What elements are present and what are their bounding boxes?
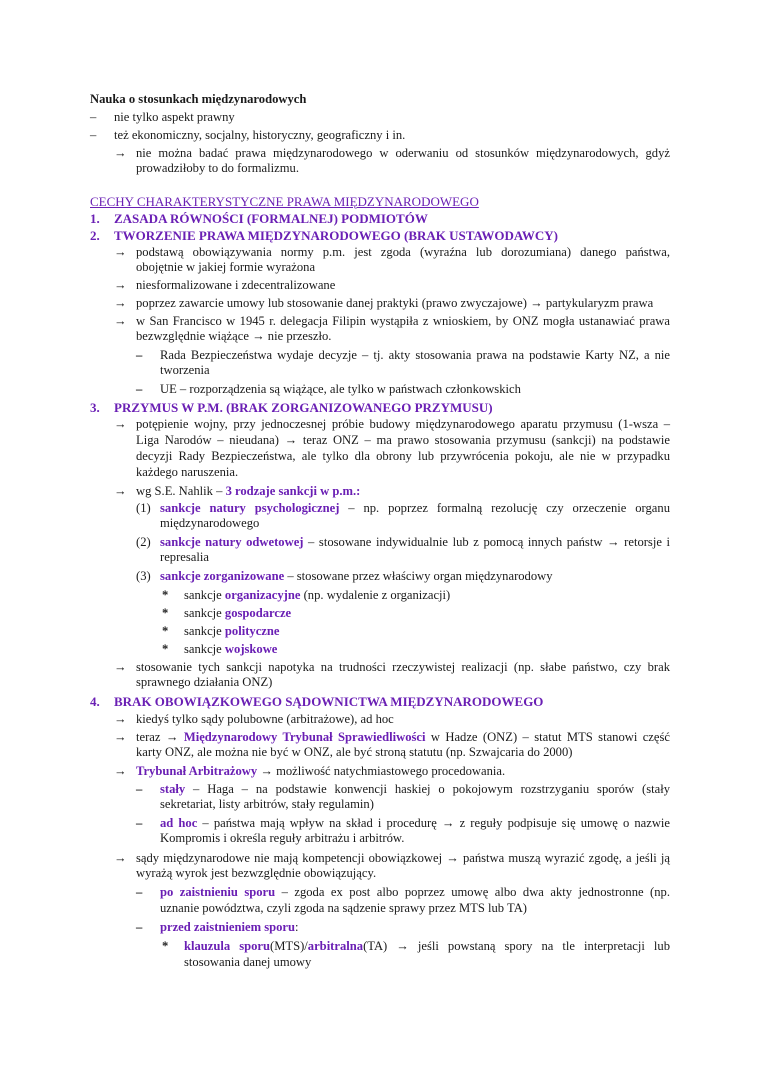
heading-4: BRAK OBOWIĄZKOWEGO SĄDOWNICTWA MIĘDZYNARODOWEGO — [114, 694, 544, 709]
s4-item-3 — [136, 764, 505, 779]
s2-sub-1-cont: tworzenia — [160, 363, 210, 377]
heading-3: PRZYMUS W P.M. (BRAK ZORGANIZOWANEGO PRZYMUSU) — [114, 400, 493, 415]
arrow-marker: → — [114, 730, 127, 744]
intro-item-3: nie można badać prawa międzynarodowego w oderwaniu od stosunków międzynarodowych, gdyż — [136, 146, 670, 160]
arrow-marker: → — [114, 417, 127, 431]
arrow-marker: → — [114, 660, 127, 674]
bold-dash-marker: – — [136, 920, 143, 934]
bold-dash-marker: – — [136, 816, 143, 830]
s3-item-2-text: wg S.E. Nahlik – — [136, 484, 226, 498]
s4-sub-2 — [160, 816, 670, 831]
s4-star-1-bold-1: klauzula sporu — [184, 939, 271, 953]
s4-sub-2-cont: Kompromis i określa reguły arbitrażu i arbitrów. — [160, 831, 405, 845]
s2-item-1: podstawą obowiązywania normy p.m. jest zgoda (wyraźna lub dorozumiana) danego państwa, — [136, 245, 670, 259]
sanction-type-prefix: sankcje — [184, 588, 225, 602]
s4-sub-2-rest: – państwa mają wpływ na skład i procedurę → z reguły podpisuje się umowę o nazwie — [197, 816, 671, 830]
sanction-3-name: sankcje zorganizowane — [160, 569, 285, 583]
s3-item-1-cont-3: każdego naruszenia. — [136, 465, 239, 479]
s4-item-2 — [136, 730, 670, 745]
arrow-marker: → — [114, 712, 127, 726]
intro-item-1: nie tylko aspekt prawny — [114, 110, 235, 124]
s4-item-2-text: teraz → — [136, 730, 184, 744]
dash-marker: – — [90, 128, 97, 142]
intro-item-2: też ekonomiczny, socjalny, historyczny, geograficzny i in. — [114, 128, 406, 142]
s4-star-1-cont: stosowania danej umowy — [184, 955, 312, 969]
number-marker: (3) — [136, 569, 151, 583]
s3-item-2-bold: 3 rodzaje sankcji w p.m.: — [225, 484, 361, 498]
s3-item-1-cont-1: Liga Narodów – nieudana) → teraz ONZ – ma prawo stosowania przymusu (sankcji) na podstawie — [136, 433, 670, 447]
s2-item-3: poprzez zawarcie umowy lub stosowanie danej praktyki (prawo zwyczajowe) → partykularyzm prawa — [136, 296, 654, 310]
star-marker: * — [162, 939, 169, 953]
sanction-type-prefix: sankcje — [184, 642, 225, 656]
star-marker: * — [162, 642, 169, 656]
s3-item-3: stosowanie tych sankcji napotyka na trudności rzeczywistej realizacji (np. słabe państwo, czy brak — [136, 660, 670, 674]
s2-sub-2: UE – rozporządzenia są wiążące, ale tylko w państwach członkowskich — [160, 382, 521, 396]
star-marker: * — [162, 606, 169, 620]
s4-sub-1-rest: – Haga – na podstawie konwencji haskiej o pokojowym rozstrzyganiu sporów (stały — [185, 782, 670, 796]
sanction-type-1 — [184, 588, 450, 603]
arrow-marker: → — [114, 278, 127, 292]
s4-item-3-bold: Trybunał Arbitrażowy — [136, 764, 258, 778]
number-marker: (2) — [136, 535, 151, 549]
s4-sub-1 — [160, 782, 670, 797]
sanction-type-3-name: polityczne — [224, 624, 280, 638]
dash-marker: – — [90, 110, 97, 124]
arrow-marker: → — [114, 764, 127, 778]
section-heading-cechy: CECHY CHARAKTERYSTYCZNE PRAWA MIĘDZYNARODOWEGO — [90, 194, 479, 209]
s4-star-1 — [184, 939, 670, 954]
s4-item-4-cont: wyrażą wyrok jest bezwzględnie obowiązujący. — [136, 866, 377, 880]
s4-sub-4-colon: : — [295, 920, 299, 934]
s4-sub-4-bold: przed zaistnieniem sporu — [160, 920, 296, 934]
s4-star-1-bold-2: arbitralna — [307, 939, 364, 953]
s4-sub-1-bold: stały — [160, 782, 186, 796]
s3-item-2 — [136, 484, 360, 499]
s4-sub-4 — [160, 920, 299, 935]
arrow-marker: → — [114, 314, 127, 328]
s4-item-2-cont: karty ONZ, ale można nie być w ONZ, ale być stroną statutu (np. Szwajcaria do 2000) — [136, 745, 573, 759]
star-marker: * — [162, 624, 169, 638]
heading-2-number: 2. — [90, 228, 100, 243]
s2-item-2: niesformalizowane i zdecentralizowane — [136, 278, 336, 292]
arrow-marker: → — [114, 245, 127, 259]
s4-sub-2-bold: ad hoc — [160, 816, 198, 830]
sanction-type-1-name: organizacyjne — [224, 588, 301, 602]
sanction-type-4-name: wojskowe — [224, 642, 278, 656]
s4-item-2-bold: Międzynarodowy Trybunał Sprawiedliwości — [183, 730, 426, 744]
s3-item-1: potępienie wojny, przy jednoczesnej próbie budowy międzynarodowego aparatu przymusu (1-wsza – — [136, 417, 670, 431]
s3-item-3-cont: sprawnego działania ONZ) — [136, 675, 273, 689]
sanction-type-4 — [184, 642, 277, 657]
sanction-2-cont: represalia — [160, 550, 209, 564]
document-title: Nauka o stosunkach międzynarodowych — [90, 92, 307, 106]
s4-sub-3-cont: uznanie powództwa, czyli zgoda na sądzenie sprawy przez MTS lub TA) — [160, 901, 527, 915]
heading-1: ZASADA RÓWNOŚCI (FORMALNEJ) PODMIOTÓW — [114, 211, 428, 226]
number-marker: (1) — [136, 501, 151, 515]
sanction-type-2-name: gospodarcze — [224, 606, 292, 620]
sanction-2-desc: – stosowane indywidualnie lub z pomocą innych państw → retorsje i — [303, 535, 670, 549]
sanction-2-name: sankcje natury odwetowej — [160, 535, 304, 549]
arrow-marker: → — [114, 851, 127, 865]
sanction-1-name: sankcje natury psychologicznej — [160, 501, 340, 515]
sanction-1-desc: – np. poprzez formalną rezolucję czy orzeczenie organu — [339, 501, 670, 515]
heading-1-number: 1. — [90, 211, 100, 226]
s4-sub-3-rest: – zgoda ex post albo poprzez umowę albo dwa akty jednostronne (np. — [275, 885, 670, 899]
s4-sub-3 — [160, 885, 670, 900]
s4-sub-3-bold: po zaistnieniu sporu — [160, 885, 276, 899]
s2-sub-1: Rada Bezpieczeństwa wydaje decyzje – tj. akty stosowania prawa na podstawie Karty NZ, a nie — [160, 348, 670, 362]
arrow-marker: → — [114, 146, 127, 160]
heading-2: TWORZENIE PRAWA MIĘDZYNARODOWEGO (BRAK USTAWODAWCY) — [114, 228, 558, 243]
bold-dash-marker: – — [136, 382, 143, 396]
bold-dash-marker: – — [136, 782, 143, 796]
sanction-1 — [160, 501, 670, 516]
s2-item-1-cont: obojętnie w jakiej formie wyrażona — [136, 260, 316, 274]
s2-item-4-cont: bezwzględnie wiążące → nie przeszło. — [136, 329, 332, 343]
sanction-3 — [160, 569, 553, 584]
sanction-type-prefix: sankcje — [184, 624, 225, 638]
star-marker: * — [162, 588, 169, 602]
s4-item-4: sądy międzynarodowe nie mają kompetencji obowiązkowej → państwa muszą wyrazić zgodę, a jeśli ją — [136, 851, 670, 865]
sanction-2 — [160, 535, 670, 550]
heading-4-number: 4. — [90, 694, 100, 709]
bold-dash-marker: – — [136, 885, 143, 899]
s2-item-4: w San Francisco w 1945 r. delegacja Filipin wystąpiła z wnioskiem, by ONZ mogła ustanawiać prawa — [136, 314, 670, 328]
arrow-marker: → — [114, 484, 127, 498]
sanction-type-3 — [184, 624, 280, 639]
s4-item-3-rest: → możliwość natychmiastowego procedowania. — [257, 764, 506, 778]
sanction-3-desc: – stosowane przez właściwy organ międzynarodowy — [284, 569, 553, 583]
intro-item-3-cont: prowadziłoby to do formalizmu. — [136, 161, 299, 175]
arrow-marker: → — [114, 296, 127, 310]
s4-star-1-mid-1: (MTS)/ — [270, 939, 308, 953]
sanction-type-2 — [184, 606, 291, 621]
sanction-type-prefix: sankcje — [184, 606, 225, 620]
s4-item-1: kiedyś tylko sądy polubowne (arbitrażowe), ad hoc — [136, 712, 394, 726]
bold-dash-marker: – — [136, 348, 143, 362]
s4-star-1-rest: → jeśli powstaną spory na tle interpretacji lub — [387, 939, 670, 953]
heading-3-number: 3. — [90, 400, 100, 415]
s3-item-1-cont-2: decyzji Rady Bezpieczeństwa, ale tylko dla obrony lub przywrócenia pokoju, ale nie w przypadku — [136, 449, 670, 463]
s4-star-1-mid-2: (TA) — [363, 939, 388, 953]
s4-sub-1-cont: sekretariat, listy arbitrów, stały regulamin) — [160, 797, 374, 811]
s4-item-2-rest: w Hadze (ONZ) – statut MTS stanowi część — [425, 730, 670, 744]
sanction-1-cont: międzynarodowego — [160, 516, 260, 530]
sanction-type-1-desc: (np. wydalenie z organizacji) — [300, 588, 451, 602]
